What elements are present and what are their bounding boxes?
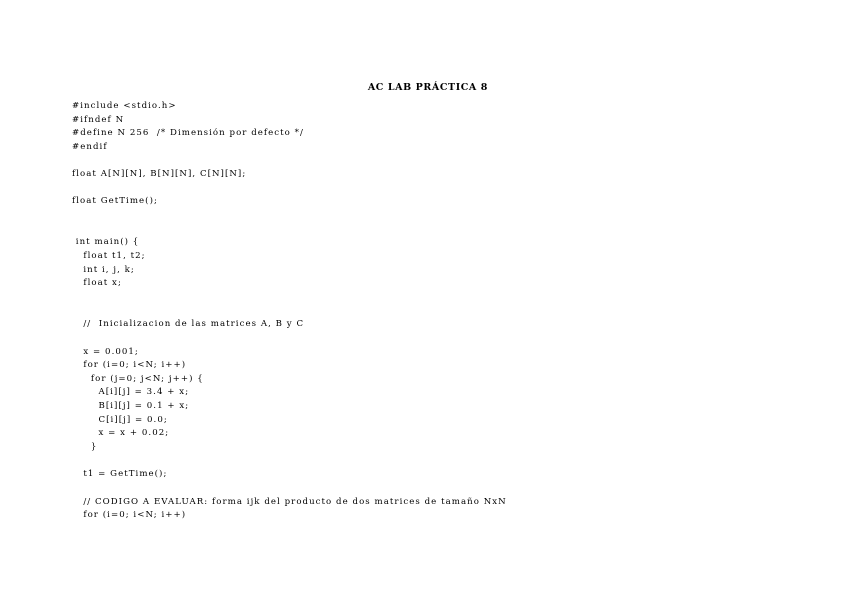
blank-code-line — [72, 305, 507, 319]
document-title-text: AC LAB PRÁCTICA 8 — [367, 82, 488, 93]
code-line: C[i][j] = 0.0; — [72, 414, 168, 425]
code-line: #endif — [72, 141, 108, 152]
blank-code-line — [72, 332, 507, 346]
code-line: #define N 256 /* Dimensión por defecto */ — [72, 128, 304, 139]
blank-code-line — [72, 291, 507, 305]
code-line: } — [72, 442, 98, 453]
code-line: float t1, t2; — [72, 251, 146, 262]
blank-code-line — [72, 482, 507, 496]
blank-code-line — [72, 155, 507, 169]
code-line: // CODIGO A EVALUAR: forma ijk del producto de dos matrices de tamaño NxN — [72, 496, 507, 507]
code-line: B[i][j] = 0.1 + x; — [72, 401, 190, 412]
code-line: #include <stdio.h> — [72, 101, 177, 111]
code-line: t1 = GetTime(); — [72, 469, 168, 480]
blank-code-line — [72, 223, 507, 237]
code-line: for (i=0; i<N; i++) — [72, 510, 187, 521]
code-line: int main() { — [72, 237, 140, 248]
blank-code-line — [72, 209, 507, 223]
blank-code-line — [72, 455, 507, 469]
code-line: // Inicializacion de las matrices A, B y C — [72, 319, 305, 330]
code-line: float GetTime(); — [72, 196, 158, 207]
code-line: float A[N][N], B[N][N], C[N][N]; — [72, 169, 247, 180]
document-title — [0, 71, 848, 93]
blank-code-line — [72, 182, 507, 196]
code-line: for (j=0; j<N; j++) { — [72, 373, 204, 384]
code-line: A[i][j] = 3.4 + x; — [72, 387, 190, 398]
code-line: int i, j, k; — [72, 264, 135, 275]
code-line: #ifndef N — [72, 114, 125, 125]
code-listing — [72, 100, 507, 523]
code-line: x = x + 0.02; — [72, 428, 170, 439]
code-line: for (i=0; i<N; i++) — [72, 360, 187, 371]
code-line: float x; — [72, 278, 122, 289]
code-line: x = 0.001; — [72, 346, 139, 357]
